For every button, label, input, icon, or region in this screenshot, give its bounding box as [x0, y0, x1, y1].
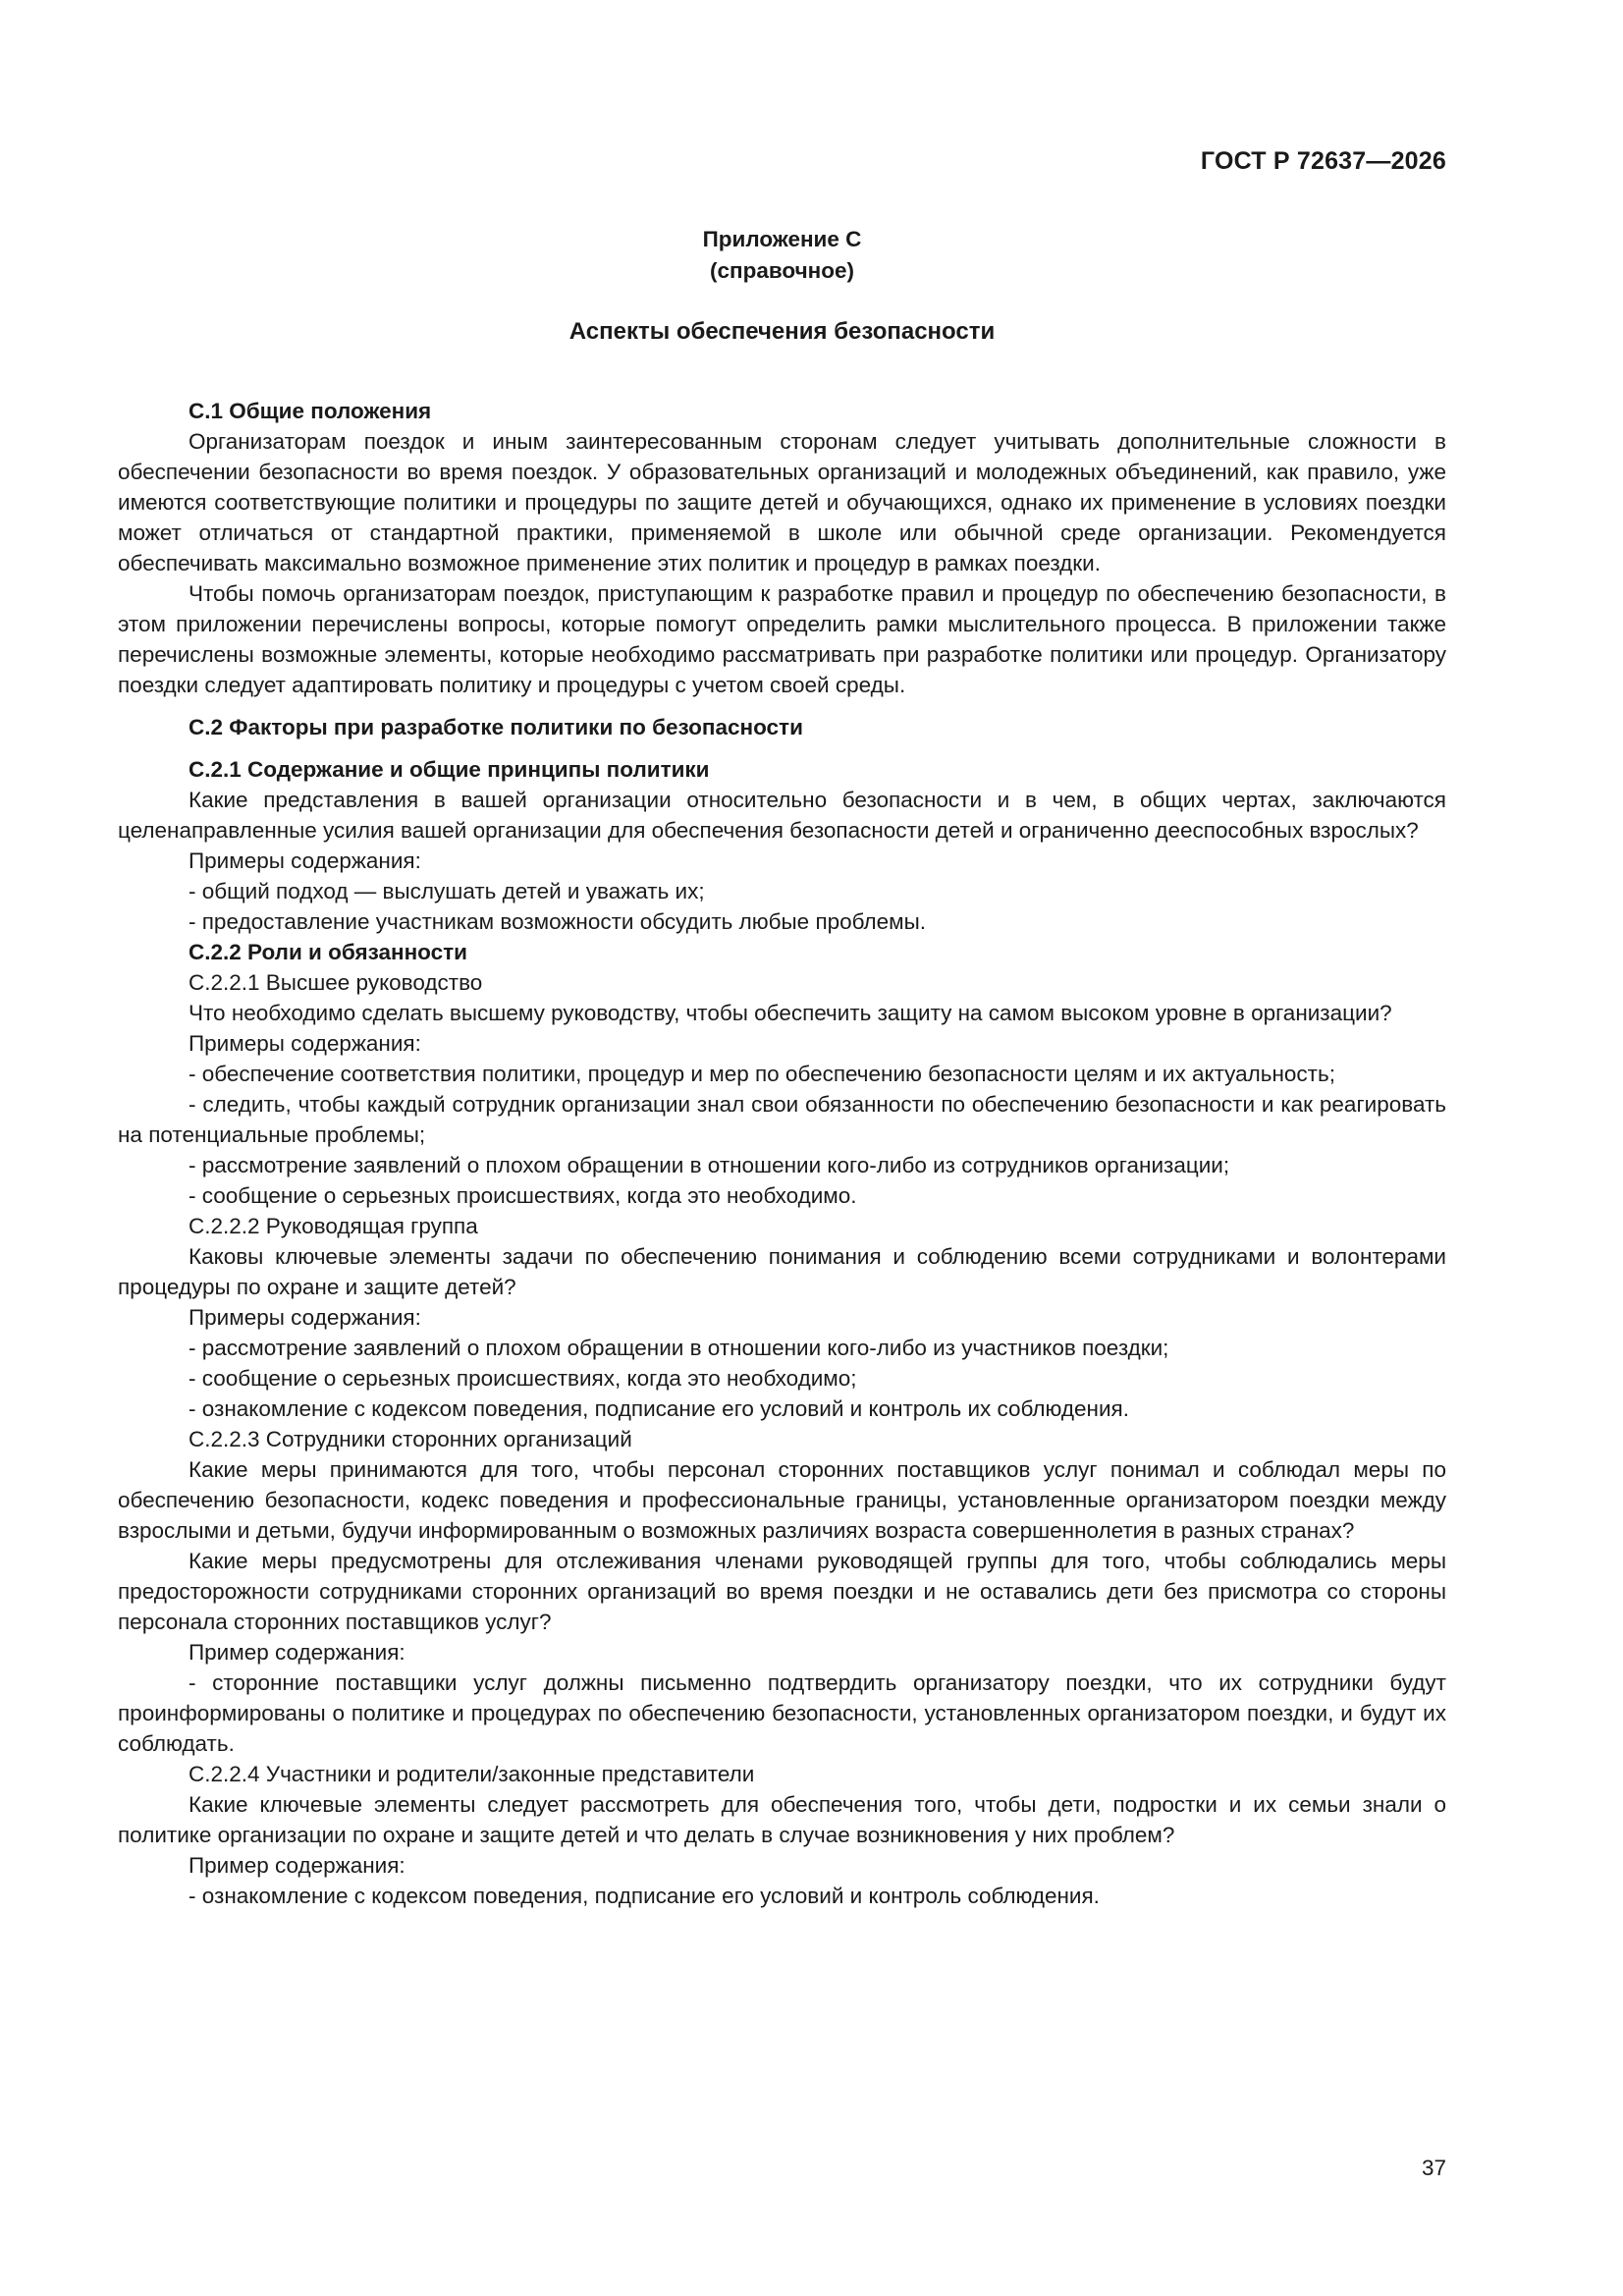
examples-label: Примеры содержания:	[189, 1305, 421, 1330]
example-label: Пример содержания:	[189, 1640, 406, 1665]
list-item: - сообщение о серьезных происшествиях, когда это необходимо.	[189, 1183, 857, 1208]
list-item: - предоставление участникам возможности обсудить любые проблемы.	[189, 909, 927, 934]
paragraph: Что необходимо сделать высшему руководству, чтобы обеспечить защиту на самом высоком уровне в организации?	[189, 1001, 1392, 1025]
subsection-heading-c222: С.2.2.2 Руководящая группа	[189, 1214, 478, 1238]
section-heading-c21: С.2.1 Содержание и общие принципы политики	[189, 757, 710, 782]
list-item: - сообщение о серьезных происшествиях, когда это необходимо;	[189, 1366, 857, 1391]
document-code: ГОСТ Р 72637—2026	[1200, 147, 1446, 175]
list-item: - рассмотрение заявлений о плохом обращении в отношении кого-либо из сотрудников организации;	[189, 1153, 1230, 1177]
paragraph: Какие меры принимаются для того, чтобы персонал сторонних поставщиков услуг понимал и соблюдал меры по обеспечению безопасности, кодекс поведения и профессиональные границы, установленные организатором поездки между взрослыми и детьми, будучи информированным о возможных различиях возраста совершеннолетия в разных странах?	[118, 1457, 1446, 1543]
subsection-heading-c221: С.2.2.1 Высшее руководство	[189, 970, 483, 995]
page-number: 37	[1421, 2156, 1446, 2180]
paragraph: Какие представления в вашей организации относительно безопасности и в чем, в общих чертах, заключаются целенаправленные усилия вашей организации для обеспечения безопасности детей и ограниченно дееспособных взрослых?	[118, 788, 1446, 843]
list-item: - обеспечение соответствия политики, процедур и мер по обеспечению безопасности целям и их актуальность;	[189, 1062, 1335, 1086]
document-body	[118, 396, 1446, 1911]
list-item: - рассмотрение заявлений о плохом обращении в отношении кого-либо из участников поездки;	[189, 1336, 1169, 1360]
list-item: - ознакомление с кодексом поведения, подписание его условий и контроль их соблюдения.	[189, 1396, 1129, 1421]
annex-title: Аспекты обеспечения безопасности	[568, 318, 996, 345]
paragraph: Чтобы помочь организаторам поездок, приступающим к разработке правил и процедур по обеспечению безопасности, в этом приложении перечислены вопросы, которые помогут определить рамки мыслительного процесса. В приложении также перечислены возможные элементы, которые необходимо рассматривать при разработке политики или процедур. Организатору поездки следует адаптировать политику и процедуры с учетом своей среды.	[118, 581, 1446, 697]
subsection-heading-c224: С.2.2.4 Участники и родители/законные представители	[189, 1762, 755, 1786]
paragraph: Какие ключевые элементы следует рассмотреть для обеспечения того, чтобы дети, подростки и их семьи знали о политике организации по охране и защите детей и что делать в случае возникновения у них проблем?	[118, 1792, 1446, 1847]
list-item: - следить, чтобы каждый сотрудник организации знал свои обязанности по обеспечению безопасности и как реагировать на потенциальные проблемы;	[118, 1092, 1446, 1147]
section-heading-c2: С.2 Факторы при разработке политики по безопасности	[189, 715, 803, 739]
section-heading-c1: С.1 Общие положения	[189, 399, 432, 423]
examples-label: Примеры содержания:	[189, 848, 421, 873]
annex-type: (справочное)	[710, 258, 854, 283]
paragraph: Каковы ключевые элементы задачи по обеспечению понимания и соблюдению всеми сотрудниками и волонтерами процедуры по охране и защите детей?	[118, 1244, 1446, 1299]
list-item: - ознакомление с кодексом поведения, подписание его условий и контроль соблюдения.	[189, 1884, 1100, 1908]
section-heading-c22: С.2.2 Роли и обязанности	[189, 940, 467, 964]
annex-header	[118, 224, 1446, 287]
examples-label: Примеры содержания:	[189, 1031, 421, 1056]
document-page	[118, 0, 1446, 2296]
paragraph: Организаторам поездок и иным заинтересованным сторонам следует учитывать дополнительные сложности в обеспечении безопасности во время поездок. У образовательных организаций и молодежных объединений, как правило, уже имеются соответствующие политики и процедуры по защите детей и обучающихся, однако их применение в условиях поездки может отличаться от стандартной практики, применяемой в школе или обычной среде организации. Рекомендуется обеспечивать максимально возможное применение этих политик и процедур в рамках поездки.	[118, 429, 1446, 575]
list-item: - общий подход — выслушать детей и уважать их;	[189, 879, 705, 903]
annex-label: Приложение С	[702, 227, 862, 251]
example-label: Пример содержания:	[189, 1853, 406, 1878]
paragraph: Какие меры предусмотрены для отслеживания членами руководящей группы для того, чтобы соблюдались меры предосторожности сотрудниками сторонних организаций во время поездки и не оставались дети без присмотра со стороны персонала сторонних поставщиков услуг?	[118, 1549, 1446, 1634]
list-item: - сторонние поставщики услуг должны письменно подтвердить организатору поездки, что их сотрудники будут проинформированы о политике и процедурах по обеспечению безопасности, установленных организатором поездки, и будут их соблюдать.	[118, 1670, 1446, 1756]
subsection-heading-c223: С.2.2.3 Сотрудники сторонних организаций	[189, 1427, 632, 1451]
